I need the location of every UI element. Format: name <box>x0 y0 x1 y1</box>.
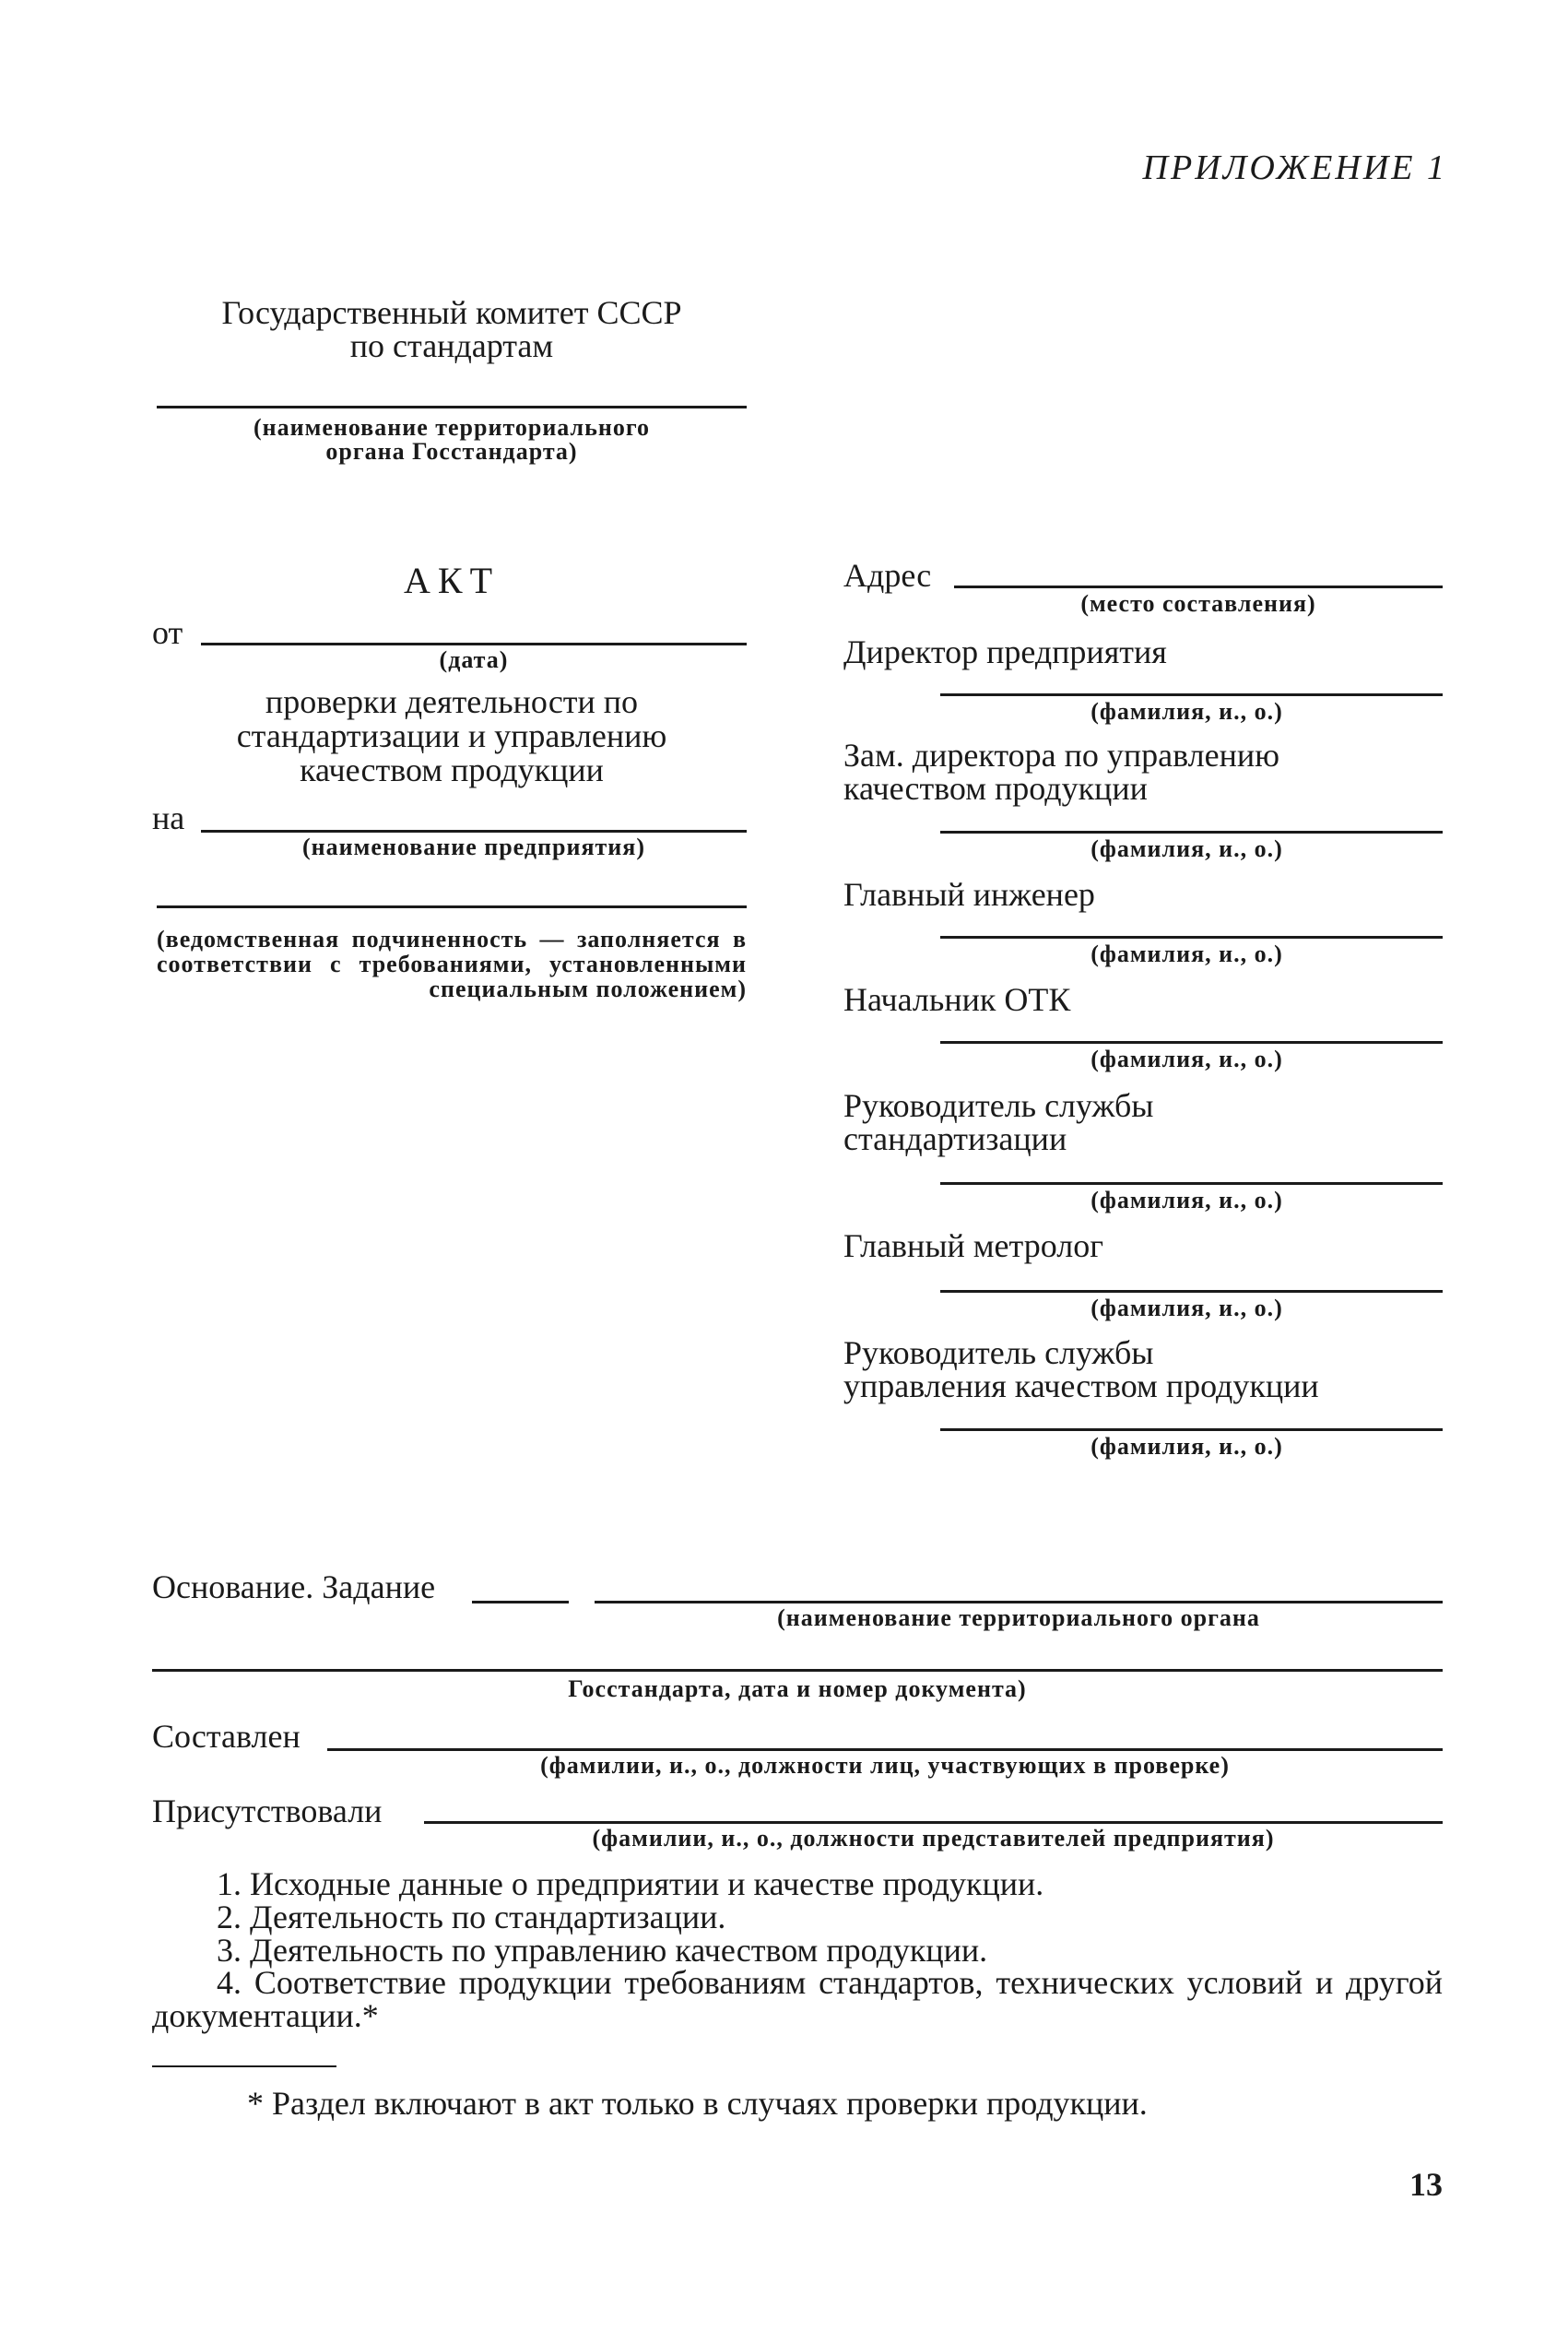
standardization-head-title-line1: Руководитель службы <box>843 1087 1154 1124</box>
act-title: АКТ <box>404 560 500 601</box>
standardization-head-name-caption: (фамилия, и., о.) <box>1091 1187 1283 1213</box>
subordination-line <box>157 905 747 908</box>
deputy-director-title-line2: качеством продукции <box>843 770 1148 807</box>
territorial-body-caption2: органа Госстандарта) <box>325 438 578 465</box>
chief-metrologist-signature-line <box>940 1290 1443 1293</box>
quality-head-title-line1: Руководитель службы <box>843 1334 1154 1371</box>
quality-head-title-line2: управления качеством продукции <box>843 1367 1319 1404</box>
compiled-line <box>327 1748 1443 1751</box>
appendix-title: ПРИЛОЖЕНИЕ 1 <box>1142 148 1447 187</box>
quality-head-name-caption: (фамилия, и., о.) <box>1091 1433 1283 1460</box>
otk-head-name-caption: (фамилия, и., о.) <box>1091 1046 1283 1072</box>
deputy-director-name-caption: (фамилия, и., о.) <box>1091 835 1283 862</box>
compiled-label: Составлен <box>152 1718 301 1755</box>
address-label: Адрес <box>843 557 932 594</box>
chief-engineer-signature-line <box>940 936 1443 939</box>
section-item-3: 3. Деятельность по управлению качеством продукции. <box>217 1932 988 1969</box>
date-line <box>201 643 747 645</box>
basis-label: Основание. Задание <box>152 1568 436 1605</box>
chief-metrologist-title: Главный метролог <box>843 1227 1103 1264</box>
footnote-separator <box>152 2065 336 2067</box>
territorial-body-line <box>157 406 747 408</box>
basis-caption1: (наименование территориального органа <box>777 1604 1260 1631</box>
present-caption: (фамилии, и., о., должности представителей предприятия) <box>592 1825 1275 1852</box>
section-item-1: 1. Исходные данные о предприятии и качестве продукции. <box>217 1865 1044 1902</box>
chief-engineer-name-caption: (фамилия, и., о.) <box>1091 941 1283 967</box>
director-name-caption: (фамилия, и., о.) <box>1091 698 1283 725</box>
enterprise-caption: (наименование предприятия) <box>302 834 645 860</box>
address-caption: (место составления) <box>1080 590 1316 617</box>
deputy-director-title-line1: Зам. директора по управлению <box>843 737 1280 774</box>
basis-number-line <box>472 1601 569 1603</box>
territorial-body-caption1: (наименование территориального <box>253 414 651 441</box>
director-title: Директор предприятия <box>843 633 1167 670</box>
chief-engineer-title: Главный инженер <box>843 876 1095 913</box>
standardization-head-signature-line <box>940 1182 1443 1185</box>
chief-metrologist-name-caption: (фамилия, и., о.) <box>1091 1295 1283 1321</box>
on-label: на <box>152 799 185 836</box>
committee-name-line2: по стандартам <box>349 327 554 364</box>
basis-body-line <box>595 1601 1443 1603</box>
quality-head-signature-line <box>940 1428 1443 1431</box>
enterprise-line <box>201 830 747 833</box>
act-subject-line2: стандартизации и управлению <box>236 717 667 754</box>
date-caption: (дата) <box>439 646 509 673</box>
deputy-director-signature-line <box>940 831 1443 834</box>
compiled-caption: (фамилии, и., о., должности лиц, участвующих в проверке) <box>540 1752 1230 1779</box>
from-label: от <box>152 614 183 651</box>
page-number: 13 <box>1409 2166 1443 2203</box>
committee-name-line1: Государственный комитет СССР <box>221 294 682 331</box>
footnote-text: * Раздел включают в акт только в случаях проверки продукции. <box>247 2085 1148 2122</box>
act-subject-line3: качеством продукции <box>300 751 604 788</box>
address-line <box>954 586 1443 588</box>
act-subject-line1: проверки деятельности по <box>265 683 639 720</box>
basis-document-line <box>152 1669 1443 1672</box>
section-item-2: 2. Деятельность по стандартизации. <box>217 1899 726 1935</box>
standardization-head-title-line2: стандартизации <box>843 1120 1067 1157</box>
present-label: Присутствовали <box>152 1793 383 1829</box>
basis-caption2: Госстандарта, дата и номер документа) <box>568 1675 1027 1702</box>
otk-head-title: Начальник ОТК <box>843 981 1071 1018</box>
present-line <box>424 1821 1443 1824</box>
otk-head-signature-line <box>940 1041 1443 1044</box>
section-item-4: 4. Соответствие продукции требованиям стандартов, технических условий и другой документации.* <box>152 1964 1443 2034</box>
director-signature-line <box>940 693 1443 696</box>
subordination-caption: (ведомственная подчиненность — заполняется в соответствии с требованиями, установленными специальным положением) <box>157 926 747 1002</box>
